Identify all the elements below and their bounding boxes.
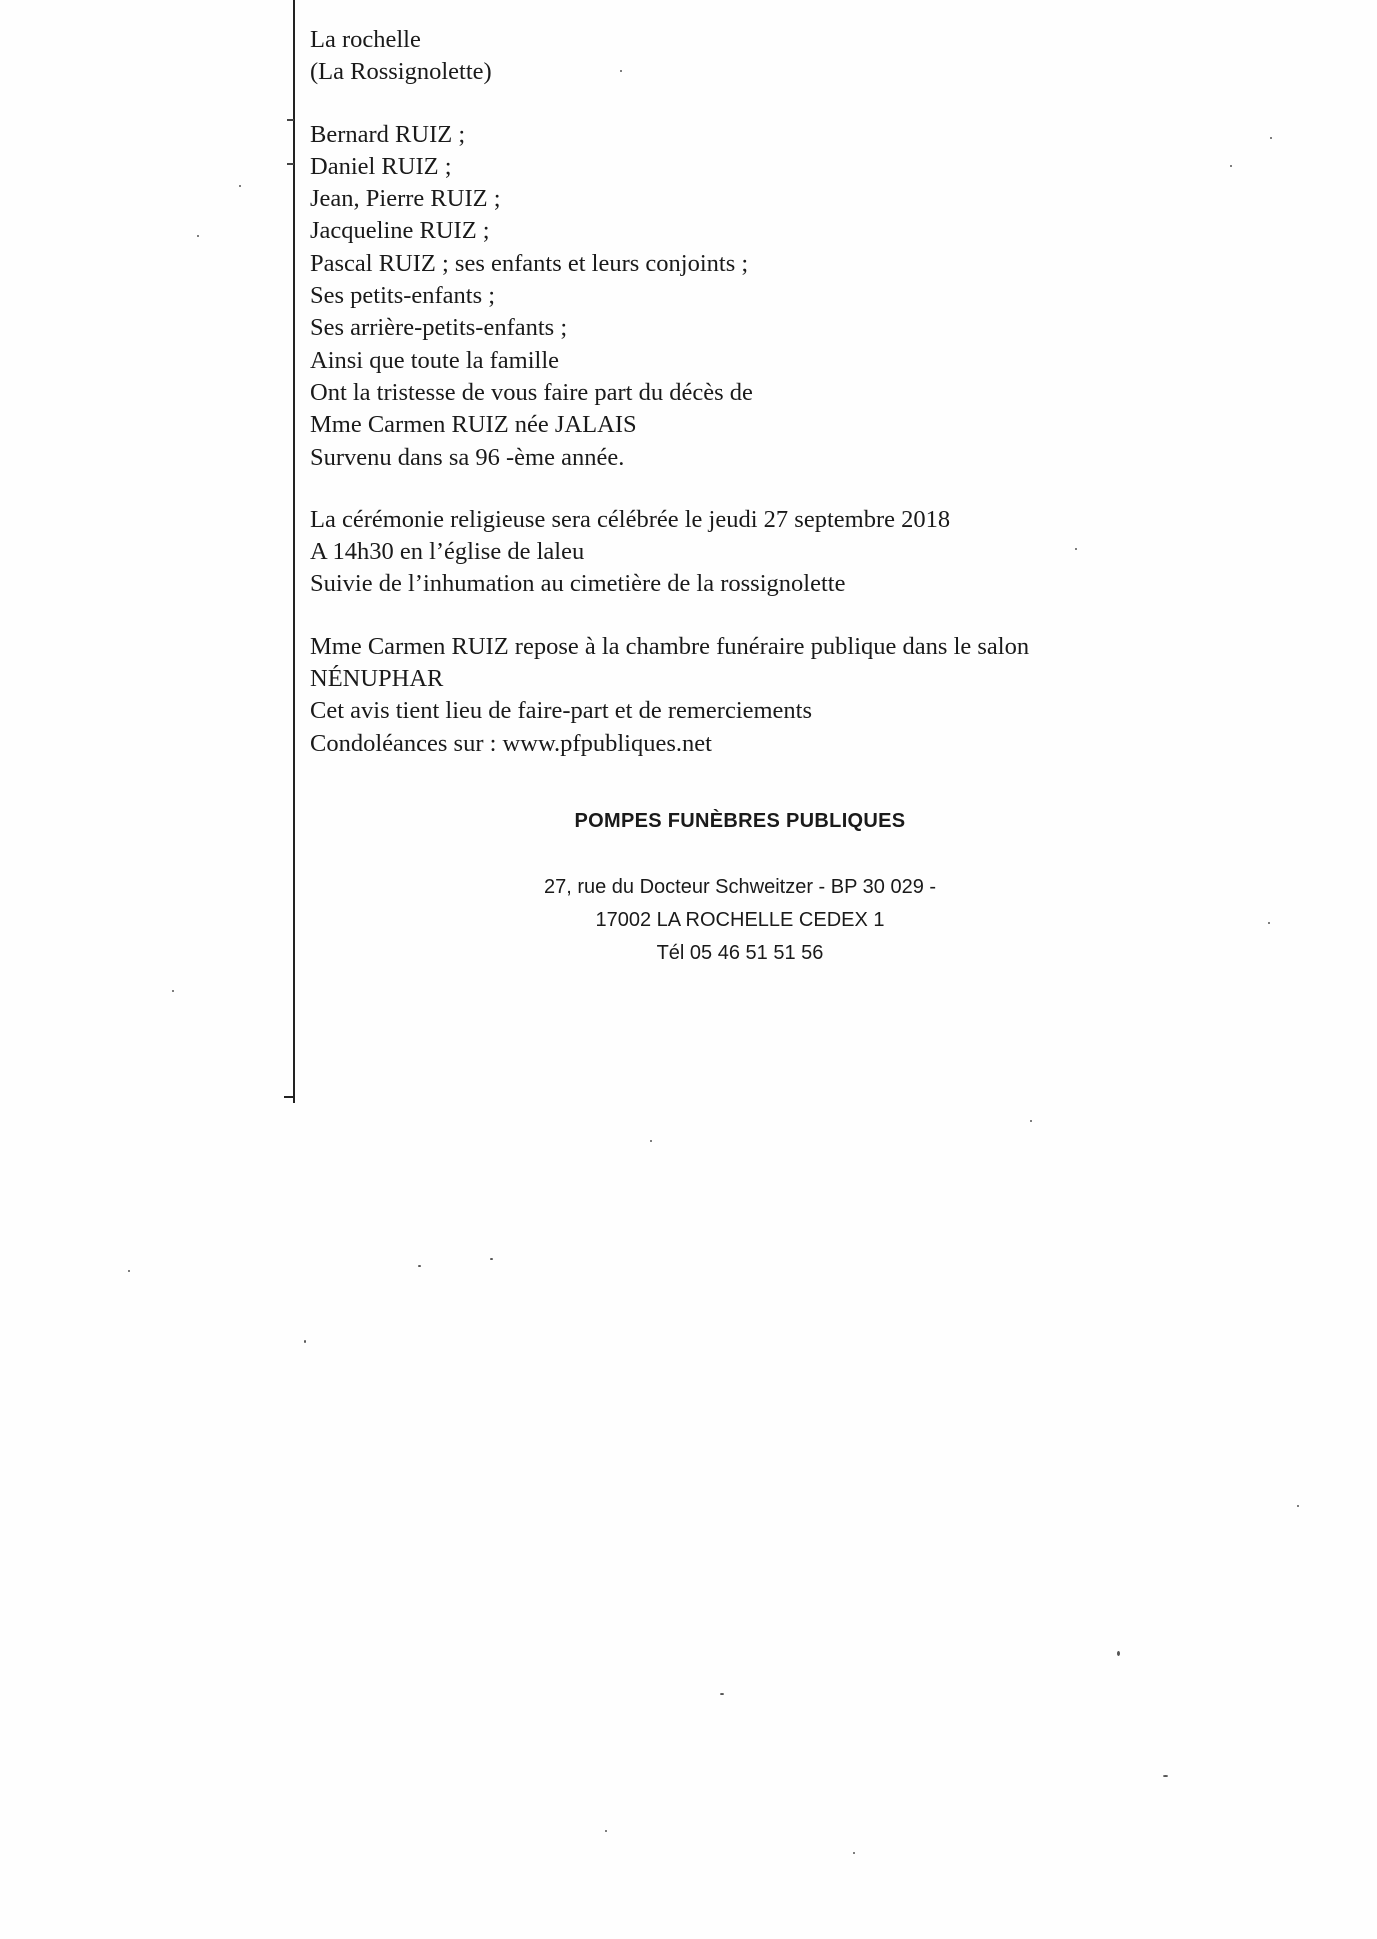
ceremony-line: A 14h30 en l’église de laleu [310, 538, 585, 566]
margin-tick [287, 163, 294, 165]
family-line: Jacqueline RUIZ ; [310, 217, 490, 245]
scan-speck [605, 1830, 607, 1832]
scan-speck [172, 990, 174, 992]
scan-speck [720, 1693, 724, 1695]
scan-speck [620, 70, 622, 72]
address-line: 17002 LA ROCHELLE CEDEX 1 [595, 909, 885, 931]
rest-line: Cet avis tient lieu de faire-part et de remerciements [310, 697, 813, 725]
deceased-name: Mme Carmen RUIZ née JALAIS [310, 411, 637, 439]
family-line: Ainsi que toute la famille [310, 346, 560, 374]
family-line: Daniel RUIZ ; [310, 152, 452, 180]
ceremony-line: Suivie de l’inhumation au cimetière de la rossignolette [310, 570, 846, 598]
scan-speck [418, 1265, 421, 1267]
margin-tick [287, 119, 294, 121]
scan-speck [490, 1258, 493, 1260]
scan-speck [128, 1270, 130, 1272]
family-line: Jean, Pierre RUIZ ; [310, 185, 501, 213]
scan-speck [1270, 137, 1272, 139]
scan-speck [1030, 1120, 1032, 1122]
family-line: Survenu dans sa 96 -ème année. [310, 443, 625, 471]
company-address [310, 871, 1170, 970]
ceremony-line: La cérémonie religieuse sera célébrée le jeudi 27 septembre 2018 [310, 505, 951, 533]
scan-speck [1230, 165, 1232, 167]
location-block [310, 24, 1310, 89]
scan-speck [1163, 1775, 1168, 1777]
address-line: 27, rue du Docteur Schweitzer - BP 30 029 - [543, 876, 937, 898]
scan-speck [239, 185, 241, 187]
scan-speck [650, 1140, 652, 1142]
rest-line: Mme Carmen RUIZ repose à la chambre funéraire publique dans le salon [310, 632, 1030, 660]
scan-speck [197, 235, 199, 237]
scan-speck [304, 1340, 306, 1343]
margin-rule-foot [284, 1096, 294, 1098]
location-line: (La Rossignolette) [310, 58, 492, 86]
scan-speck [1075, 548, 1077, 550]
condolences-line: Condoléances sur : www.pfpubliques.net [310, 729, 712, 757]
scan-speck [1268, 922, 1270, 924]
family-block [310, 119, 1310, 474]
company-name: POMPES FUNÈBRES PUBLIQUES [574, 810, 906, 832]
margin-rule [293, 0, 295, 1103]
family-line: Ont la tristesse de vous faire part du décès de [310, 378, 753, 406]
obituary-notice [310, 24, 1310, 790]
phone-line: Tél 05 46 51 51 56 [656, 942, 824, 964]
scan-speck [1297, 1505, 1299, 1507]
family-line: Ses petits-enfants ; [310, 282, 496, 310]
family-line: Pascal RUIZ ; ses enfants et leurs conjoints ; [310, 249, 749, 277]
family-line: Bernard RUIZ ; [310, 120, 466, 148]
rest-line: NÉNUPHAR [310, 665, 444, 693]
family-line: Ses arrière-petits-enfants ; [310, 314, 568, 342]
scan-speck [853, 1852, 855, 1854]
location-line: La rochelle [310, 26, 421, 53]
ceremony-block [310, 504, 1310, 601]
rest-block [310, 631, 1310, 760]
scan-speck [1117, 1651, 1120, 1656]
